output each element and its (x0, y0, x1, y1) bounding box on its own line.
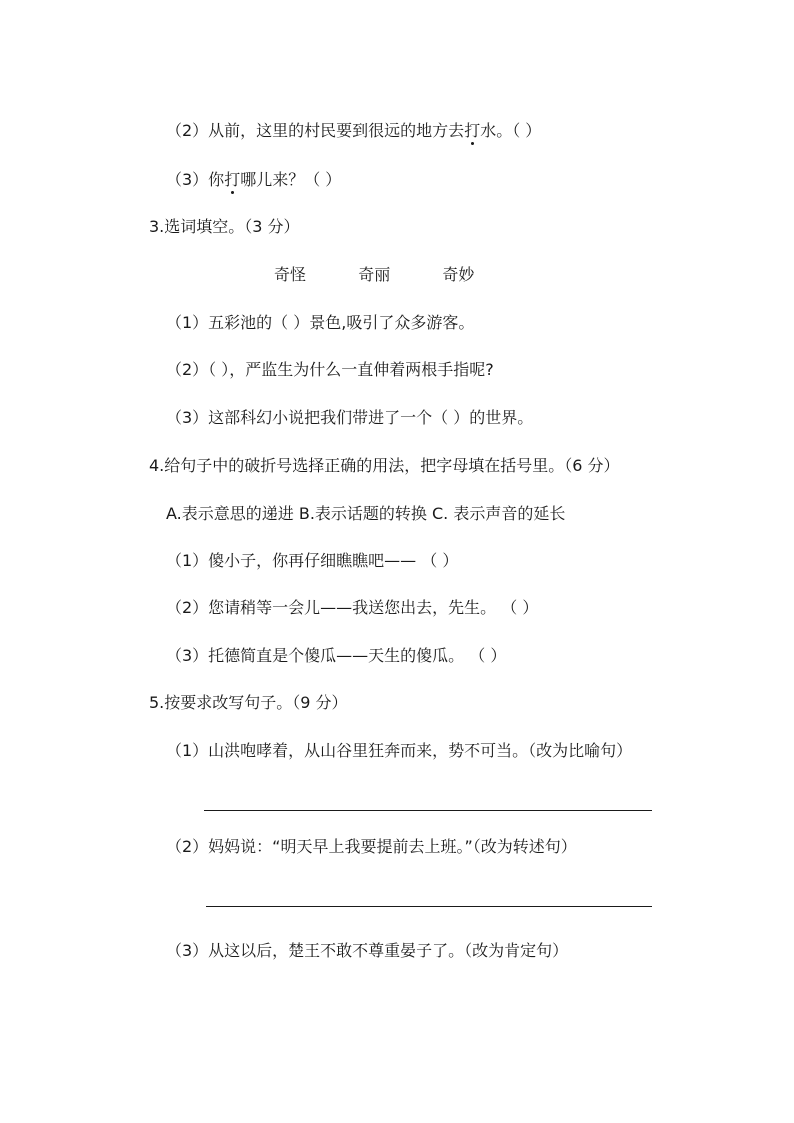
q5-item-3: （3）从这以后，楚王不敢不尊重晏子了。（改为肯定句） (166, 941, 569, 960)
q5-answer-line-1[interactable] (204, 810, 652, 811)
q3-title: 3.选词填空。（3 分） (149, 217, 300, 236)
q3-word-bank (274, 264, 474, 286)
q2-item-2-text-after: 水。（ ） (480, 121, 542, 140)
q2-item-3 (166, 169, 341, 191)
q2-item-3-text-before: （3）你 (166, 170, 225, 189)
q3-word-1: 奇怪 (274, 265, 307, 284)
q4-options: A.表示意思的递进 B.表示话题的转换 C. 表示声音的延长 (166, 504, 566, 523)
q5-title: 5.按要求改写句子。（9 分） (149, 693, 348, 712)
q5-answer-line-2[interactable] (206, 906, 652, 907)
q3-word-2: 奇丽 (358, 265, 391, 284)
q2-item-2-dotted-char: 打 (464, 121, 481, 140)
q2-item-3-dotted-char: 打 (224, 170, 241, 189)
q4-item-1: （1）傻小子，你再仔细瞧瞧吧—— （ ） (166, 551, 459, 570)
q5-item-2: （2）妈妈说：“明天早上我要提前去上班。”（改为转述句） (166, 837, 577, 856)
q3-item-2: （2）（ ），严监生为什么一直伸着两根手指呢? (166, 360, 494, 379)
q2-item-2-text-before: （2）从前，这里的村民要到很远的地方去 (166, 121, 465, 140)
q3-item-3: （3）这部科幻小说把我们带进了一个（ ）的世界。 (166, 408, 534, 427)
q4-item-3: （3）托德简直是个傻瓜——天生的傻瓜。 （ ） (166, 646, 507, 665)
q4-title: 4.给句子中的破折号选择正确的用法，把字母填在括号里。（6 分） (149, 456, 620, 475)
q3-word-3: 奇妙 (442, 265, 475, 284)
q4-item-2: （2）您请稍等一会儿——我送您出去，先生。 （ ） (166, 598, 539, 617)
q5-item-1: （1）山洪咆哮着，从山谷里狂奔而来，势不可当。（改为比喻句） (166, 741, 633, 760)
q2-item-2 (166, 120, 541, 142)
q2-item-3-text-after: 哪儿来？（ ） (240, 170, 342, 189)
q3-item-1: （1）五彩池的（ ）景色,吸引了众多游客。 (166, 313, 475, 332)
